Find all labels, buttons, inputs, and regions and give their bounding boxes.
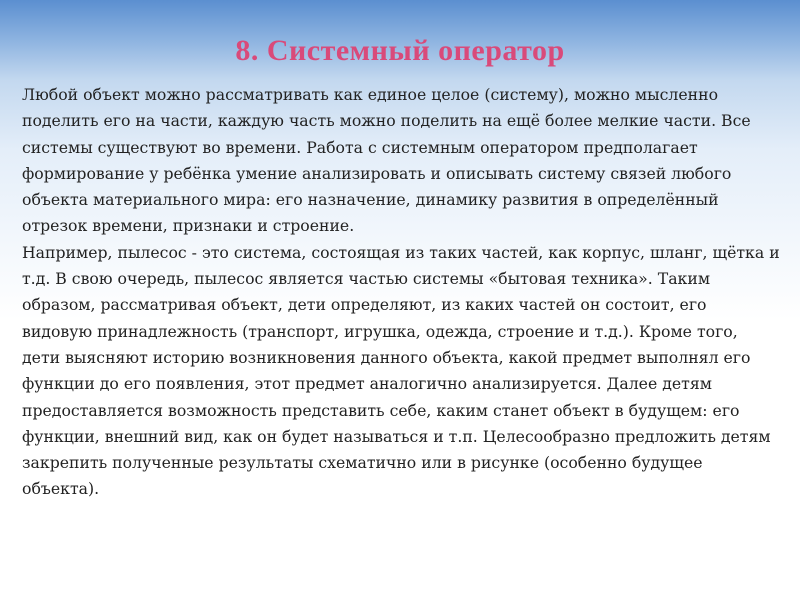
slide-body [22, 82, 780, 503]
slide-title: 8. Системный оператор [235, 34, 565, 67]
paragraph-definition: Любой объект можно рассматривать как единое целое (систему), можно мысленно поделить его на части, каждую часть можно поделить на ещё более мелкие части. Все системы существуют во времени. Работа с системным оператором предполагает формирование у ребёнка умение анализировать и описывать систему связей любого объекта материального мира: его назначение, динамику развития в определённый отрезок времени, признаки и строение. [22, 85, 751, 236]
paragraph-example: Например, пылесос - это система, состоящая из таких частей, как корпус, шланг, щётка и т.д. В свою очередь, пылесос является частью системы «бытовая техника». Таким образом, рассматривая объект, дети определяют, из каких частей он состоит, его видовую принадлежность (транспорт, игрушка, одежда, строение и т.д.). Кроме того, дети выясняют историю возникновения данного объекта, какой предмет выполнял его функции до его появления, этот предмет аналогично анализируется. Далее детям предоставляется возможность представить себе, каким станет объект в будущем: его функции, внешний вид, как он будет называться и т.п. Целесообразно предложить детям закрепить полученные результаты схематично или в рисунке (особенно будущее объекта). [22, 242, 780, 499]
